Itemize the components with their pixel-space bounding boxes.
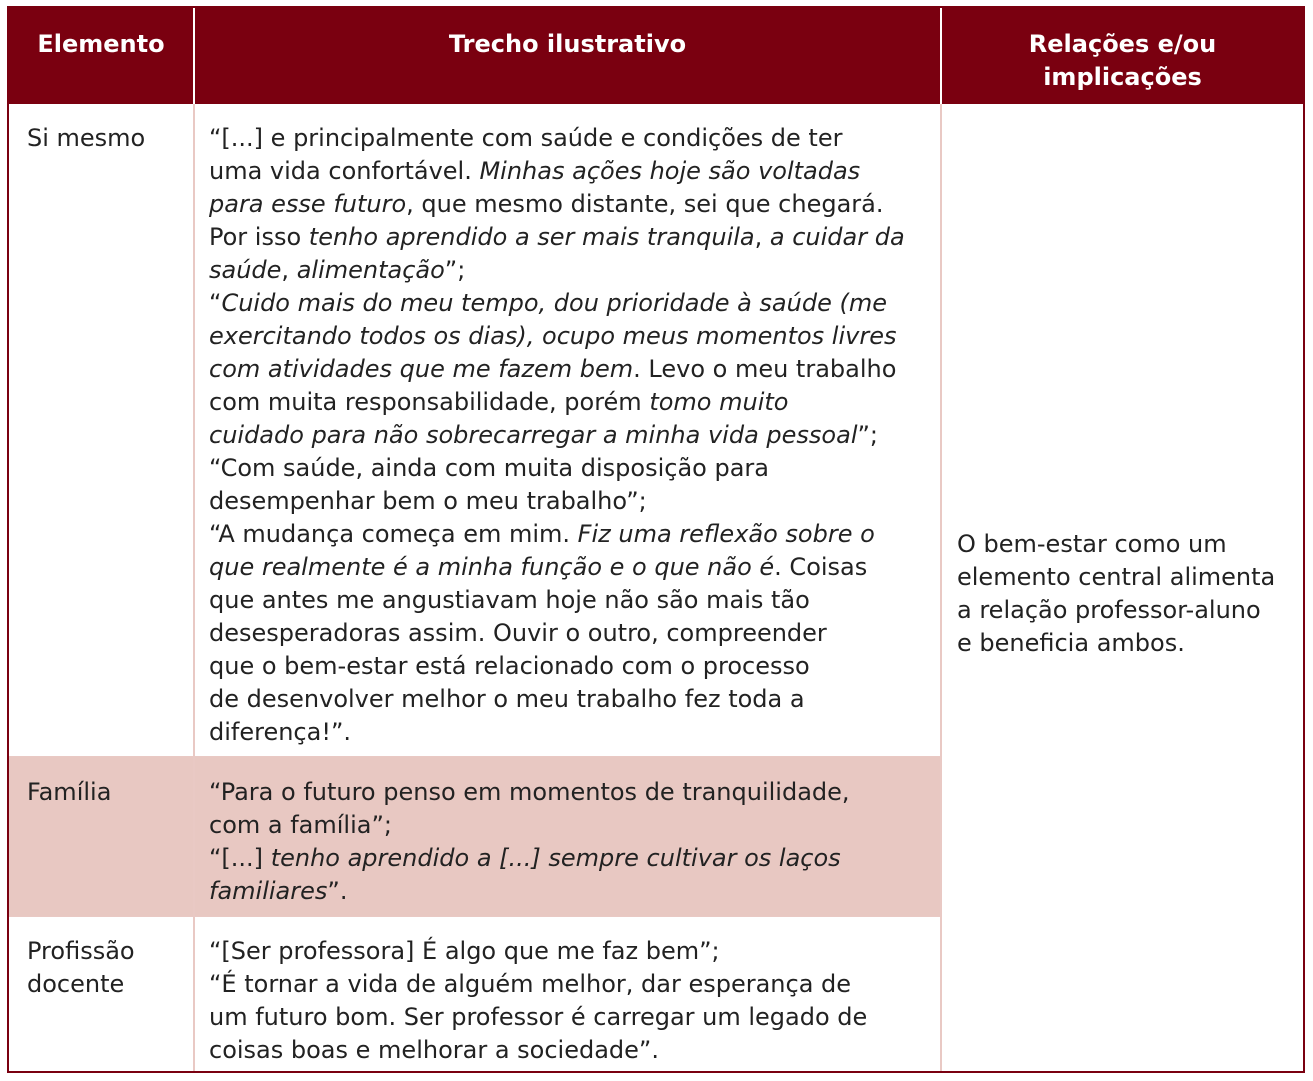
excerpt-line bbox=[209, 518, 905, 551]
text-segment: ”; bbox=[857, 421, 879, 449]
excerpt-line bbox=[209, 122, 905, 155]
italic-segment: cuidado para não sobrecarregar a minha vida pessoal bbox=[209, 421, 858, 449]
header-elemento bbox=[9, 8, 193, 104]
column-divider-1 bbox=[193, 104, 195, 1071]
excerpt-line bbox=[209, 650, 905, 683]
excerpt-line bbox=[209, 452, 905, 485]
text-line: docente bbox=[27, 970, 125, 998]
excerpt-line bbox=[209, 287, 905, 320]
text-segment: Por isso bbox=[209, 223, 309, 251]
header-relacoes bbox=[942, 8, 1303, 104]
excerpt-line bbox=[209, 617, 905, 650]
text-segment: coisas boas e melhorar a sociedade”. bbox=[209, 1036, 659, 1064]
header-relacoes-line1: Relações e/ou bbox=[1028, 30, 1217, 58]
header-trecho-label: Trecho ilustrativo bbox=[448, 30, 687, 58]
row-profissao-excerpt bbox=[209, 935, 867, 1067]
excerpt-line bbox=[209, 419, 905, 452]
excerpt-line bbox=[209, 155, 905, 188]
excerpt-line bbox=[209, 485, 905, 518]
row-profissao-element bbox=[27, 935, 135, 1001]
text-segment: “É tornar a vida de alguém melhor, dar esperança de bbox=[209, 970, 852, 998]
italic-segment: alimentação bbox=[296, 256, 445, 284]
text-segment: , bbox=[281, 256, 297, 284]
excerpt-line bbox=[209, 386, 905, 419]
excerpt-line bbox=[209, 353, 905, 386]
text-segment: diferença!”. bbox=[209, 718, 352, 746]
italic-segment: saúde bbox=[209, 256, 282, 284]
text-line: Família bbox=[27, 778, 112, 806]
excerpt-line bbox=[209, 716, 905, 749]
text-segment: com a família”; bbox=[209, 811, 392, 839]
row-divider-1 bbox=[9, 756, 940, 757]
text-segment: “A mudança começa em mim. bbox=[209, 520, 578, 548]
text-segment: um futuro bom. Ser professor é carregar um legado de bbox=[209, 1003, 868, 1031]
italic-segment: para esse futuro bbox=[209, 190, 407, 218]
text-segment: uma vida confortável. bbox=[209, 157, 480, 185]
text-segment: . Levo o meu trabalho bbox=[633, 355, 897, 383]
italic-segment: a cuidar da bbox=[769, 223, 905, 251]
italic-segment: Minhas ações hoje são voltadas bbox=[479, 157, 861, 185]
text-segment: . Coisas bbox=[774, 553, 868, 581]
italic-segment: tomo muito bbox=[649, 388, 789, 416]
text-segment: “Para o futuro penso em momentos de tranquilidade, bbox=[209, 778, 850, 806]
findings-table bbox=[7, 6, 1305, 1073]
excerpt-line bbox=[209, 584, 905, 617]
excerpt-line bbox=[209, 1001, 867, 1034]
excerpt-line bbox=[209, 776, 850, 809]
excerpt-line bbox=[209, 551, 905, 584]
text-line: O bem-estar como um bbox=[957, 530, 1227, 558]
excerpt-line bbox=[209, 842, 850, 875]
text-segment: que o bem-estar está relacionado com o processo bbox=[209, 652, 810, 680]
text-segment: “Com saúde, ainda com muita disposição para bbox=[209, 454, 769, 482]
text-segment: “[...] bbox=[209, 844, 271, 872]
text-segment: , que mesmo distante, sei que chegará. bbox=[406, 190, 884, 218]
text-line: Si mesmo bbox=[27, 124, 146, 152]
excerpt-line bbox=[209, 968, 867, 1001]
text-segment: que antes me angustiavam hoje não são mais tão bbox=[209, 586, 810, 614]
text-line: Profissão bbox=[27, 937, 135, 965]
text-segment: “[...] e principalmente com saúde e condições de ter bbox=[209, 124, 843, 152]
implications-cell bbox=[957, 528, 1275, 660]
italic-segment: com atividades que me fazem bem bbox=[209, 355, 634, 383]
excerpt-line bbox=[209, 1034, 867, 1067]
excerpt-line bbox=[209, 254, 905, 287]
text-segment: “[Ser professora] É algo que me faz bem”; bbox=[209, 937, 720, 965]
excerpt-line bbox=[209, 809, 850, 842]
excerpt-line bbox=[209, 221, 905, 254]
excerpt-line bbox=[209, 683, 905, 716]
row-si-mesmo-element bbox=[27, 122, 145, 155]
header-elemento-label: Elemento bbox=[37, 30, 165, 58]
header-trecho bbox=[195, 8, 940, 104]
excerpt-line bbox=[209, 935, 867, 968]
italic-segment: tenho aprendido a [...] sempre cultivar os laços bbox=[270, 844, 841, 872]
header-divider-2 bbox=[940, 8, 942, 104]
excerpt-line bbox=[209, 320, 905, 353]
text-segment: desempenhar bem o meu trabalho”; bbox=[209, 487, 647, 515]
text-segment: desesperadoras assim. Ouvir o outro, compreender bbox=[209, 619, 827, 647]
row-si-mesmo-excerpt bbox=[209, 122, 905, 749]
text-line: e beneficia ambos. bbox=[957, 629, 1185, 657]
text-segment: ”. bbox=[327, 877, 348, 905]
header-divider-1 bbox=[193, 8, 195, 104]
italic-segment: exercitando todos os dias), ocupo meus momentos livres bbox=[209, 322, 897, 350]
row-familia-excerpt bbox=[209, 776, 850, 908]
text-segment: ”; bbox=[444, 256, 466, 284]
italic-segment: tenho aprendido a ser mais tranquila bbox=[308, 223, 755, 251]
text-segment: de desenvolver melhor o meu trabalho fez toda a bbox=[209, 685, 805, 713]
text-segment: “ bbox=[209, 289, 222, 317]
italic-segment: familiares bbox=[209, 877, 328, 905]
header-relacoes-line2: implicações bbox=[1043, 63, 1202, 91]
row-familia-element bbox=[27, 776, 111, 809]
row-divider-2 bbox=[9, 916, 940, 917]
text-segment: , bbox=[754, 223, 770, 251]
text-segment: com muita responsabilidade, porém bbox=[209, 388, 650, 416]
italic-segment: Fiz uma reflexão sobre o bbox=[577, 520, 875, 548]
column-divider-2 bbox=[940, 104, 942, 1071]
text-line: elemento central alimenta bbox=[957, 563, 1276, 591]
text-line: a relação professor-aluno bbox=[957, 596, 1261, 624]
excerpt-line bbox=[209, 188, 905, 221]
italic-segment: que realmente é a minha função e o que não é bbox=[209, 553, 775, 581]
excerpt-line bbox=[209, 875, 850, 908]
italic-segment: Cuido mais do meu tempo, dou prioridade à saúde (me bbox=[221, 289, 887, 317]
